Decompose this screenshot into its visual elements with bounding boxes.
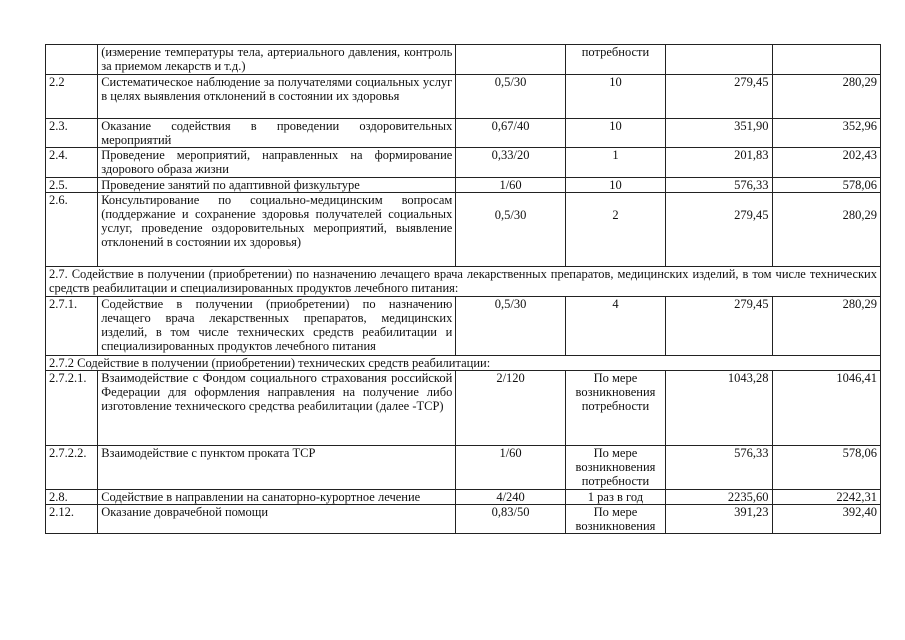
frequency: 4	[565, 297, 665, 356]
price-2: 392,40	[772, 505, 881, 534]
price-1: 279,45	[666, 75, 772, 119]
table-row	[46, 505, 881, 534]
price-2: 202,43	[772, 148, 881, 178]
frequency: 10	[565, 75, 665, 119]
service-name: Оказание содействия в проведении оздоровительных мероприятий	[98, 119, 456, 148]
price-2: 280,29	[772, 297, 881, 356]
table-row	[46, 297, 881, 356]
row-number: 2.7.2.2.	[46, 446, 98, 490]
service-name: Проведение занятий по адаптивной физкультуре	[98, 178, 456, 193]
price-2: 280,29	[772, 75, 881, 119]
service-name: Консультирование по социально-медицинским вопросам (поддержание и сохранение здоровья получателей социальных услуг, проведение оздоровительных мероприятий, выявление отклонений в состоянии их здоровья)	[98, 193, 456, 267]
section-header: 2.7.2 Содействие в получении (приобретении) технических средств реабилитации:	[46, 356, 881, 371]
table-row	[46, 446, 881, 490]
price-1	[666, 45, 772, 75]
table-row	[46, 490, 881, 505]
price-1: 279,45	[666, 297, 772, 356]
section-header: 2.7. Содействие в получении (приобретении) по назначению лечащего врача лекарственных препаратов, медицинских изделий, в том числе технических средств реабилитации и специализированных продуктов лечебного питания:	[46, 267, 881, 297]
row-number: 2.12.	[46, 505, 98, 534]
price-2: 2242,31	[772, 490, 881, 505]
price-1: 351,90	[666, 119, 772, 148]
row-number: 2.2	[46, 75, 98, 119]
frequency: 2	[565, 193, 665, 267]
time-norm: 0,5/30	[456, 193, 565, 267]
section-header-row	[46, 267, 881, 297]
frequency: 10	[565, 178, 665, 193]
time-norm: 0,5/30	[456, 75, 565, 119]
table-row	[46, 371, 881, 446]
time-norm: 0,5/30	[456, 297, 565, 356]
table-row	[46, 193, 881, 267]
frequency: 10	[565, 119, 665, 148]
price-1: 2235,60	[666, 490, 772, 505]
price-1: 1043,28	[666, 371, 772, 446]
frequency: По мере возникновения потребности	[565, 371, 665, 446]
price-2: 352,96	[772, 119, 881, 148]
service-name: Взаимодействие с пунктом проката ТСР	[98, 446, 456, 490]
price-2: 1046,41	[772, 371, 881, 446]
time-norm: 0,67/40	[456, 119, 565, 148]
service-name: Взаимодействие с Фондом социального страхования российской Федерации для оформления направления на получение либо изготовление технического средства реабилитации (далее -ТСР)	[98, 371, 456, 446]
service-name: Оказание доврачебной помощи	[98, 505, 456, 534]
frequency: 1 раз в год	[565, 490, 665, 505]
row-number: 2.7.1.	[46, 297, 98, 356]
service-name: Систематическое наблюдение за получателями социальных услуг в целях выявления отклонений в состоянии их здоровья	[98, 75, 456, 119]
price-1: 201,83	[666, 148, 772, 178]
service-name: Проведение мероприятий, направленных на формирование здорового образа жизни	[98, 148, 456, 178]
price-1: 576,33	[666, 446, 772, 490]
time-norm: 4/240	[456, 490, 565, 505]
row-number: 2.7.2.1.	[46, 371, 98, 446]
service-name: (измерение температуры тела, артериального давления, контроль за приемом лекарств и т.д.)	[98, 45, 456, 75]
frequency: По мере возникновения	[565, 505, 665, 534]
price-2: 578,06	[772, 446, 881, 490]
table-row	[46, 75, 881, 119]
row-number: 2.4.	[46, 148, 98, 178]
row-number: 2.3.	[46, 119, 98, 148]
table-row	[46, 119, 881, 148]
table-row	[46, 45, 881, 75]
price-1: 279,45	[666, 193, 772, 267]
price-1: 576,33	[666, 178, 772, 193]
service-name: Содействие в направлении на санаторно-курортное лечение	[98, 490, 456, 505]
frequency: По мере возникновения потребности	[565, 446, 665, 490]
time-norm	[456, 45, 565, 75]
price-1: 391,23	[666, 505, 772, 534]
row-number	[46, 45, 98, 75]
time-norm: 0,83/50	[456, 505, 565, 534]
frequency: 1	[565, 148, 665, 178]
row-number: 2.6.	[46, 193, 98, 267]
section-header-row	[46, 356, 881, 371]
row-number: 2.5.	[46, 178, 98, 193]
time-norm: 0,33/20	[456, 148, 565, 178]
services-table	[45, 44, 881, 534]
table-row	[46, 178, 881, 193]
time-norm: 1/60	[456, 178, 565, 193]
time-norm: 2/120	[456, 371, 565, 446]
price-2: 578,06	[772, 178, 881, 193]
time-norm: 1/60	[456, 446, 565, 490]
price-2: 280,29	[772, 193, 881, 267]
price-2	[772, 45, 881, 75]
row-number: 2.8.	[46, 490, 98, 505]
service-name: Содействие в получении (приобретении) по назначению лечащего врача лекарственных препаратов, медицинских изделий, в том числе технических средств реабилитации и специализированных продуктов лечебного питания	[98, 297, 456, 356]
table-row	[46, 148, 881, 178]
frequency: потребности	[565, 45, 665, 75]
